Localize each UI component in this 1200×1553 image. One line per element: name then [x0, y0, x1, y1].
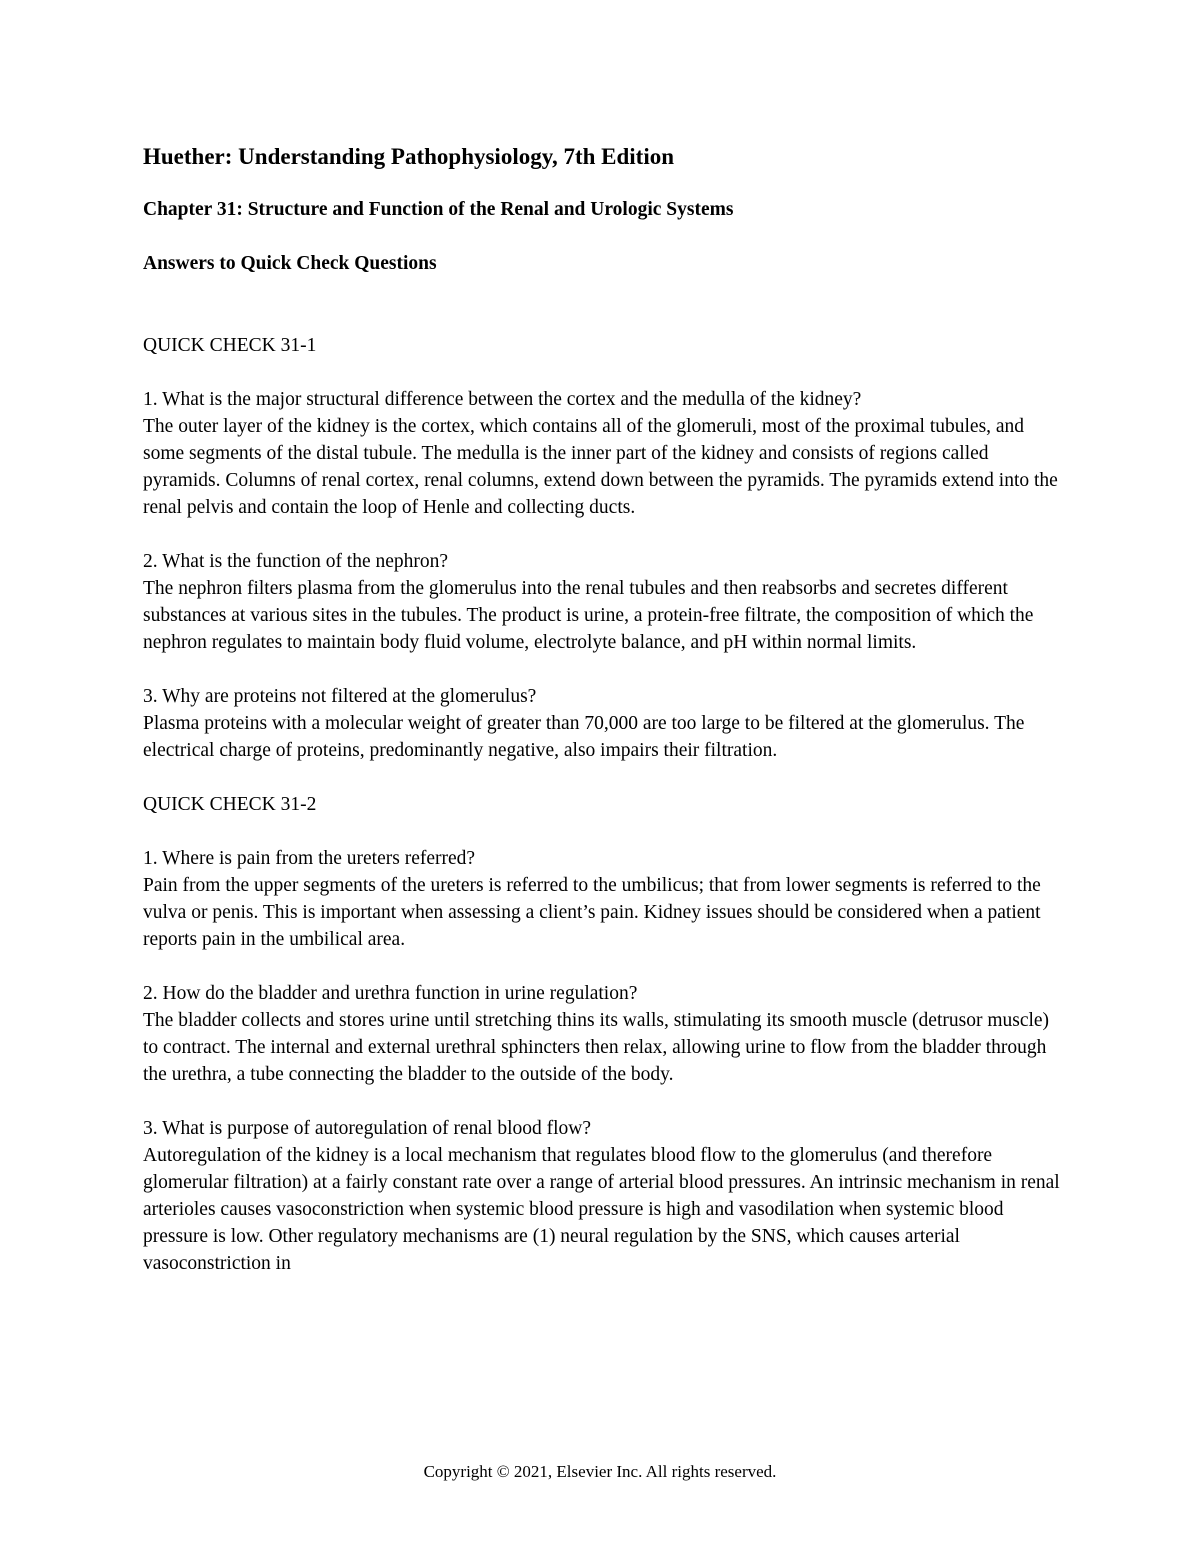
question: 3. Why are proteins not filtered at the glomerulus?: [143, 686, 537, 707]
question: 2. What is the function of the nephron?: [143, 551, 449, 572]
document-page: [143, 140, 1063, 1304]
qa-item: [143, 980, 1063, 1088]
answers-label: Answers to Quick Check Questions: [143, 253, 437, 274]
copyright-footer: Copyright © 2021, Elsevier Inc. All rights reserved.: [423, 1462, 777, 1481]
answer: The nephron filters plasma from the glomerulus into the renal tubules and then reabsorbs and secretes different substances at various sites in the tubules. The product is urine, a protein-free filtrate, the composition of which the nephron regulates to maintain body fluid volume, electrolyte balance, and pH within normal limits.: [143, 578, 1034, 653]
quick-check-31-2-section: [143, 791, 1063, 1277]
question: 1. Where is pain from the ureters referred?: [143, 848, 476, 869]
question: 2. How do the bladder and urethra function in urine regulation?: [143, 983, 638, 1004]
answer: The outer layer of the kidney is the cortex, which contains all of the glomeruli, most of the proximal tubules, and some segments of the distal tubule. The medulla is the inner part of the kidney and consists of regions called pyramids. Columns of renal cortex, renal columns, extend down between the pyramids. The pyramids extend into the renal pelvis and contain the loop of Henle and collecting ducts.: [143, 416, 1058, 518]
qa-item: [143, 548, 1063, 656]
section-heading: QUICK CHECK 31-2: [143, 794, 317, 815]
qa-item: [143, 683, 1063, 764]
question: 1. What is the major structural difference between the cortex and the medulla of the kidney?: [143, 389, 862, 410]
qa-item: [143, 845, 1063, 953]
answer: Autoregulation of the kidney is a local mechanism that regulates blood flow to the glomerulus (and therefore glomerular filtration) at a fairly constant rate over a range of arterial blood pressures. An intrinsic mechanism in renal arterioles causes vasoconstriction when systemic blood pressure is high and vasodilation when systemic blood pressure is low. Other regulatory mechanisms are (1) neural regulation by the SNS, which causes arterial vasoconstriction in: [143, 1145, 1060, 1274]
answer: Plasma proteins with a molecular weight of greater than 70,000 are too large to be filtered at the glomerulus. The electrical charge of proteins, predominantly negative, also impairs their filtration.: [143, 713, 1025, 761]
answer: The bladder collects and stores urine until stretching thins its walls, stimulating its smooth muscle (detrusor muscle) to contract. The internal and external urethral sphincters then relax, allowing urine to flow from the bladder through the urethra, a tube connecting the bladder to the outside of the body.: [143, 1010, 1050, 1085]
section-heading: QUICK CHECK 31-1: [143, 335, 317, 356]
answer: Pain from the upper segments of the ureters is referred to the umbilicus; that from lower segments is referred to the vulva or penis. This is important when assessing a client’s pain. Kidney issues should be considered when a patient reports pain in the umbilical area.: [143, 875, 1041, 950]
qa-item: [143, 386, 1063, 521]
document-title: Huether: Understanding Pathophysiology, 7th Edition: [143, 144, 675, 169]
question: 3. What is purpose of autoregulation of renal blood flow?: [143, 1118, 592, 1139]
quick-check-31-1-section: [143, 332, 1063, 764]
qa-item: [143, 1115, 1063, 1277]
chapter-title: Chapter 31: Structure and Function of the Renal and Urologic Systems: [143, 199, 734, 220]
